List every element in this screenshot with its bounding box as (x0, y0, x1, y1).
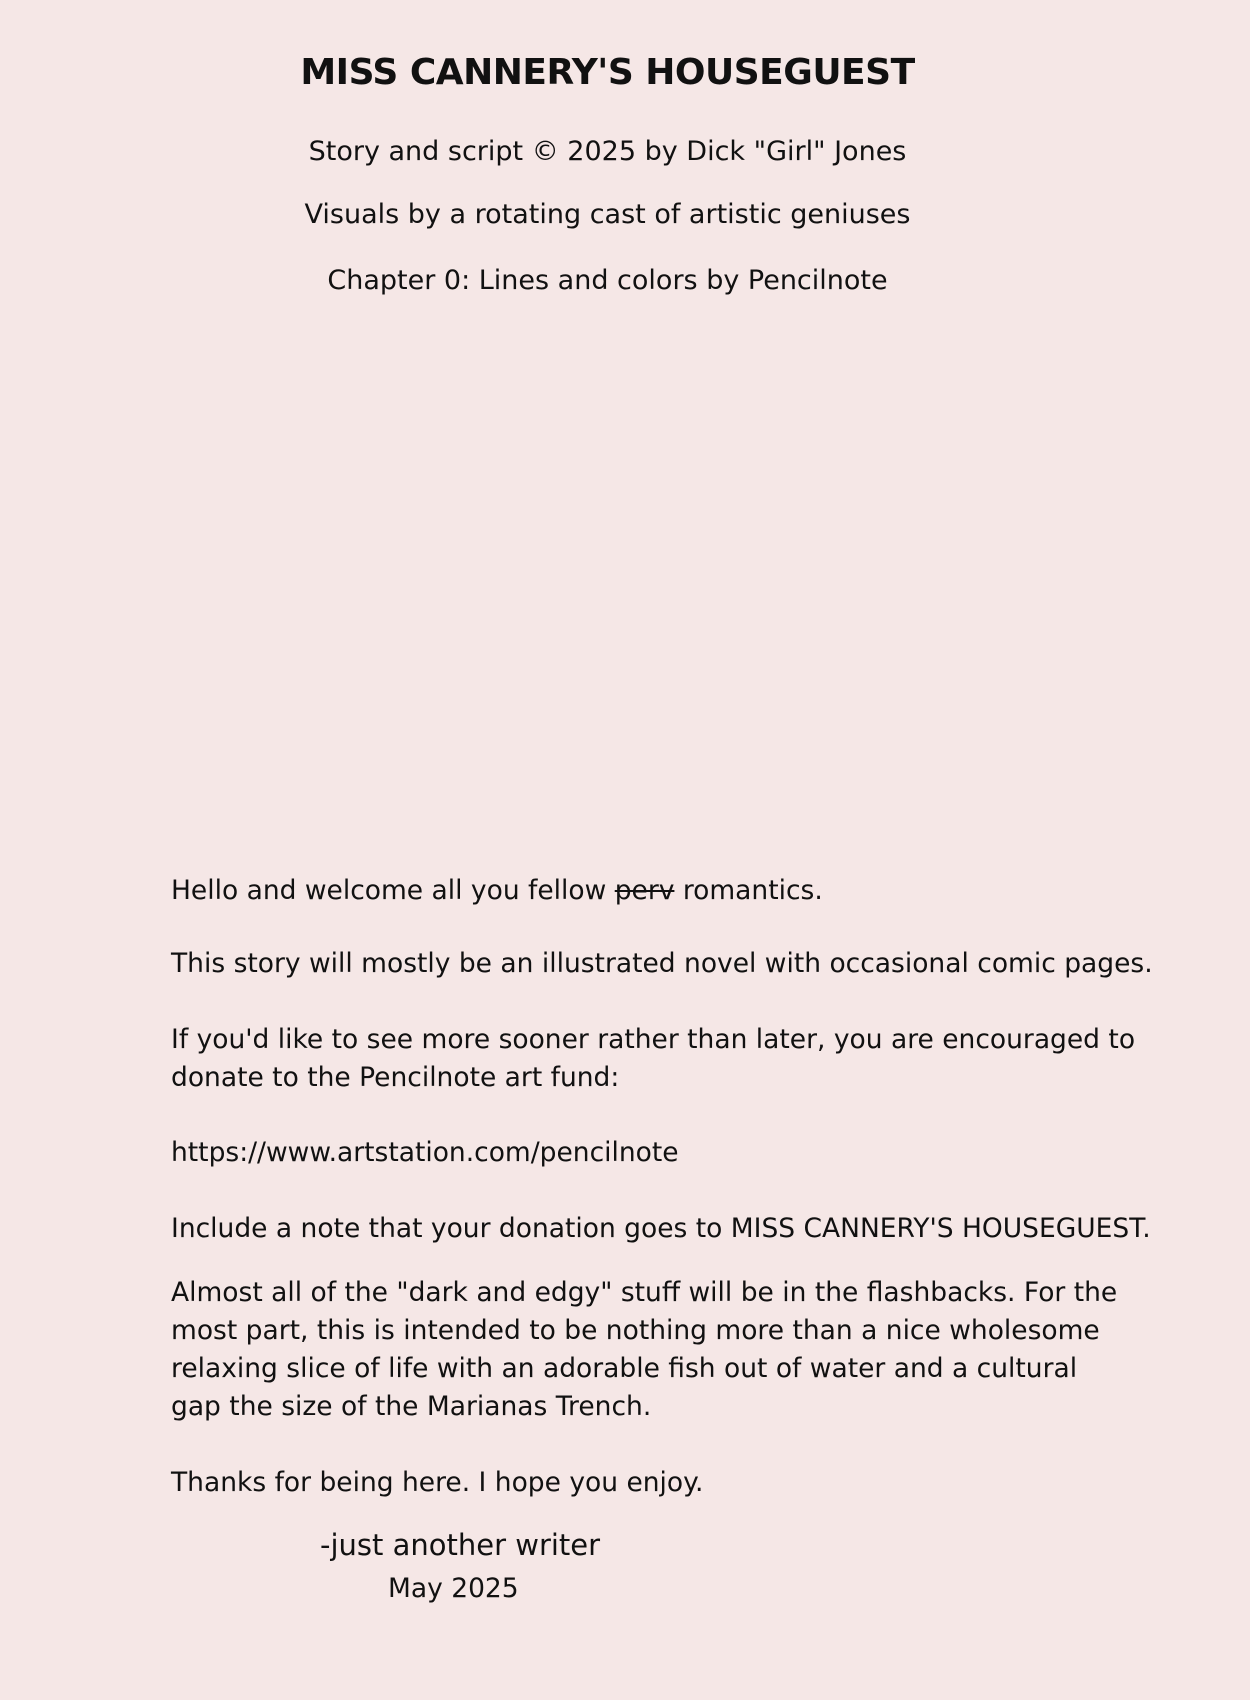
paragraph-tone-3: relaxing slice of life with an adorable fish out of water and a cultural (171, 1353, 1078, 1384)
greeting (171, 872, 823, 910)
greeting-text: Hello and welcome all you fellow (171, 875, 615, 906)
credit-visuals: Visuals by a rotating cast of artistic geniuses (304, 199, 911, 230)
page-title: MISS CANNERY'S HOUSEGUEST (300, 52, 915, 93)
greeting-text-end: romantics. (674, 875, 823, 906)
date: May 2025 (388, 1573, 519, 1604)
paragraph-format: This story will mostly be an illustrated novel with occasional comic pages. (171, 948, 1153, 979)
donation-link[interactable]: https://www.artstation.com/pencilnote (171, 1137, 679, 1168)
paragraph-tone-4: gap the size of the Marianas Trench. (171, 1391, 652, 1422)
paragraph-donate-1: If you'd like to see more sooner rather than later, you are encouraged to (171, 1024, 1136, 1055)
paragraph-tone-1: Almost all of the "dark and edgy" stuff will be in the flashbacks. For the (171, 1277, 1118, 1308)
credit-chapter: Chapter 0: Lines and colors by Pencilnote (327, 265, 888, 296)
paragraph-note: Include a note that your donation goes to MISS CANNERY'S HOUSEGUEST. (171, 1213, 1151, 1244)
paragraph-thanks: Thanks for being here. I hope you enjoy. (171, 1467, 704, 1498)
paragraph-donate-2: donate to the Pencilnote art fund: (171, 1062, 620, 1093)
signature: -just another writer (320, 1528, 601, 1562)
credit-story: Story and script © 2025 by Dick "Girl" Jones (308, 136, 907, 167)
paragraph-tone-2: most part, this is intended to be nothing more than a nice wholesome (171, 1315, 1100, 1346)
struck-word: perv (614, 875, 675, 906)
